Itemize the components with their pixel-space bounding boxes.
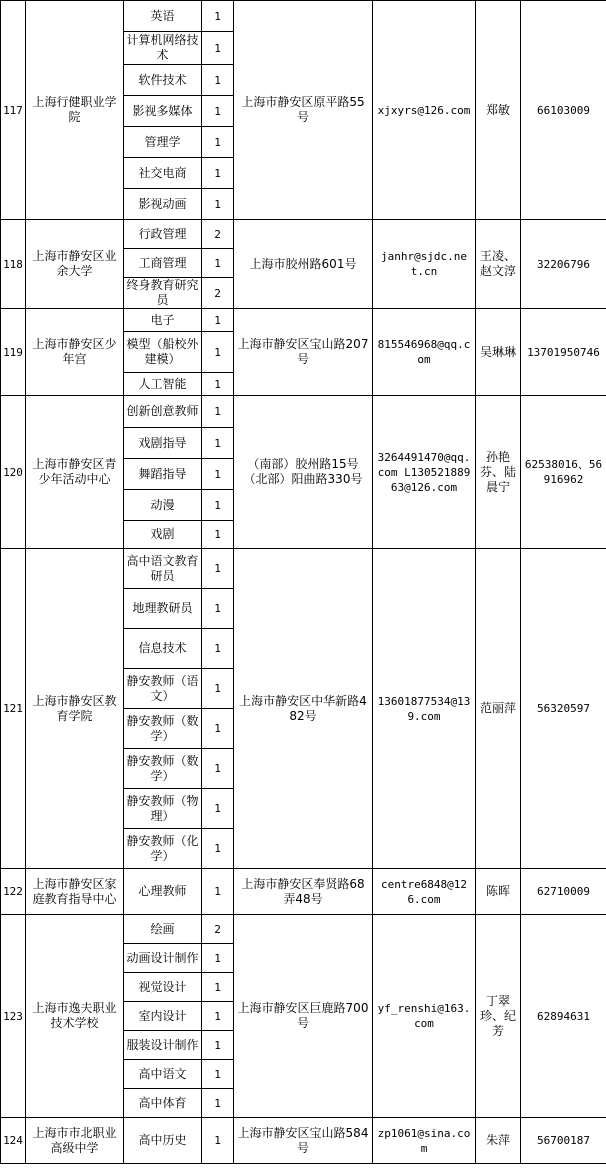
table-row: [1, 1118, 606, 1164]
contact-person: 陈晖: [476, 869, 521, 915]
position-count: 1: [202, 944, 234, 973]
position-count: 1: [202, 1089, 234, 1118]
email: 3264491470@qq.com L13052188963@126.com: [373, 396, 476, 549]
row-number: 122: [1, 869, 26, 915]
position-name: 社交电商: [124, 158, 202, 189]
position-count: 1: [202, 127, 234, 158]
contact-person: 王凌、赵文淳: [476, 220, 521, 309]
position-name: 模型（船校外建模）: [124, 332, 202, 373]
position-name: 戏剧: [124, 521, 202, 549]
phone: 62538016、56916962: [521, 396, 606, 549]
position-count: 1: [202, 249, 234, 278]
address: （南部）胶州路15号（北部）阳曲路330号: [234, 396, 373, 549]
address: 上海市胶州路601号: [234, 220, 373, 309]
position-name: 静安教师（语文）: [124, 669, 202, 709]
position-name: 服装设计制作: [124, 1031, 202, 1060]
school-name: 上海市静安区少年宫: [26, 309, 124, 396]
school-name: 上海市静安区教育学院: [26, 549, 124, 869]
school-name: 上海市逸夫职业技术学校: [26, 915, 124, 1118]
school-name: 上海市静安区业余大学: [26, 220, 124, 309]
position-name: 动漫: [124, 490, 202, 521]
position-name: 信息技术: [124, 629, 202, 669]
position-count: 1: [202, 973, 234, 1002]
position-name: 高中体育: [124, 1089, 202, 1118]
contact-person: 范丽萍: [476, 549, 521, 869]
position-count: 1: [202, 1002, 234, 1031]
email: centre6848@126.com: [373, 869, 476, 915]
position-name: 静安教师（化学）: [124, 829, 202, 869]
position-name: 高中语文教育研员: [124, 549, 202, 589]
position-name: 软件技术: [124, 65, 202, 96]
position-count: 1: [202, 549, 234, 589]
position-count: 1: [202, 1118, 234, 1164]
school-name: 上海市市北职业高级中学: [26, 1118, 124, 1164]
school-name: 上海市静安区家庭教育指导中心: [26, 869, 124, 915]
position-name: 静安教师（数学）: [124, 709, 202, 749]
address: 上海市静安区巨鹿路700号: [234, 915, 373, 1118]
position-count: 1: [202, 629, 234, 669]
position-name: 影视多媒体: [124, 96, 202, 127]
phone: 56700187: [521, 1118, 606, 1164]
position-name: 管理学: [124, 127, 202, 158]
phone: 62710009: [521, 869, 606, 915]
position-count: 1: [202, 65, 234, 96]
position-count: 2: [202, 278, 234, 309]
position-count: 1: [202, 332, 234, 373]
position-name: 戏剧指导: [124, 428, 202, 459]
table-row: [1, 396, 606, 428]
position-count: 1: [202, 829, 234, 869]
table-row: [1, 1, 606, 32]
contact-person: 丁翠珍、纪芳: [476, 915, 521, 1118]
row-number: 123: [1, 915, 26, 1118]
school-name: 上海市静安区青少年活动中心: [26, 396, 124, 549]
position-count: 1: [202, 96, 234, 127]
address: 上海市静安区宝山路584号: [234, 1118, 373, 1164]
position-name: 高中语文: [124, 1060, 202, 1089]
position-name: 地理教研员: [124, 589, 202, 629]
position-count: 1: [202, 1060, 234, 1089]
phone: 56320597: [521, 549, 606, 869]
address: 上海市静安区宝山路207号: [234, 309, 373, 396]
position-count: 1: [202, 589, 234, 629]
position-name: 行政管理: [124, 220, 202, 249]
table-row: [1, 220, 606, 249]
phone: 13701950746: [521, 309, 606, 396]
position-name: 静安教师（数学）: [124, 749, 202, 789]
position-count: 1: [202, 709, 234, 749]
address: 上海市静安区中华新路482号: [234, 549, 373, 869]
school-name: 上海行健职业学院: [26, 1, 124, 220]
contact-person: 孙艳芬、陆晨宁: [476, 396, 521, 549]
phone: 66103009: [521, 1, 606, 220]
position-name: 英语: [124, 1, 202, 32]
position-name: 室内设计: [124, 1002, 202, 1031]
position-name: 影视动画: [124, 189, 202, 220]
phone: 62894631: [521, 915, 606, 1118]
table-row: [1, 869, 606, 915]
contact-person: 郑敏: [476, 1, 521, 220]
contact-person: 朱萍: [476, 1118, 521, 1164]
position-count: 1: [202, 396, 234, 428]
position-name: 电子: [124, 309, 202, 332]
contact-person: 吴琳琳: [476, 309, 521, 396]
position-name: 工商管理: [124, 249, 202, 278]
position-name: 静安教师（物理）: [124, 789, 202, 829]
email: zp1061@sina.com: [373, 1118, 476, 1164]
position-count: 2: [202, 220, 234, 249]
position-count: 1: [202, 1031, 234, 1060]
position-name: 终身教育研究员: [124, 278, 202, 309]
table-row: [1, 549, 606, 589]
email: 13601877534@139.com: [373, 549, 476, 869]
position-name: 创新创意教师: [124, 396, 202, 428]
position-count: 1: [202, 869, 234, 915]
row-number: 121: [1, 549, 26, 869]
position-count: 1: [202, 521, 234, 549]
position-count: 1: [202, 158, 234, 189]
position-count: 1: [202, 373, 234, 396]
position-count: 1: [202, 32, 234, 65]
email: janhr@sjdc.net.cn: [373, 220, 476, 309]
row-number: 124: [1, 1118, 26, 1164]
table-row: [1, 309, 606, 332]
position-count: 1: [202, 1, 234, 32]
row-number: 117: [1, 1, 26, 220]
position-count: 1: [202, 189, 234, 220]
address: 上海市静安区奉贤路68弄48号: [234, 869, 373, 915]
position-name: 绘画: [124, 915, 202, 944]
position-name: 动画设计制作: [124, 944, 202, 973]
position-count: 1: [202, 669, 234, 709]
position-name: 计算机网络技术: [124, 32, 202, 65]
email: 815546968@qq.com: [373, 309, 476, 396]
address: 上海市静安区原平路55号: [234, 1, 373, 220]
position-count: 1: [202, 749, 234, 789]
position-count: 1: [202, 428, 234, 459]
position-name: 高中历史: [124, 1118, 202, 1164]
row-number: 120: [1, 396, 26, 549]
table-body: [1, 1, 606, 1164]
position-name: 视觉设计: [124, 973, 202, 1002]
position-count: 2: [202, 915, 234, 944]
table-row: [1, 915, 606, 944]
position-name: 舞蹈指导: [124, 459, 202, 490]
email: xjxyrs@126.com: [373, 1, 476, 220]
row-number: 119: [1, 309, 26, 396]
row-number: 118: [1, 220, 26, 309]
position-name: 心理教师: [124, 869, 202, 915]
position-count: 1: [202, 490, 234, 521]
position-name: 人工智能: [124, 373, 202, 396]
email: yf_renshi@163.com: [373, 915, 476, 1118]
phone: 32206796: [521, 220, 606, 309]
position-count: 1: [202, 309, 234, 332]
position-count: 1: [202, 459, 234, 490]
position-count: 1: [202, 789, 234, 829]
